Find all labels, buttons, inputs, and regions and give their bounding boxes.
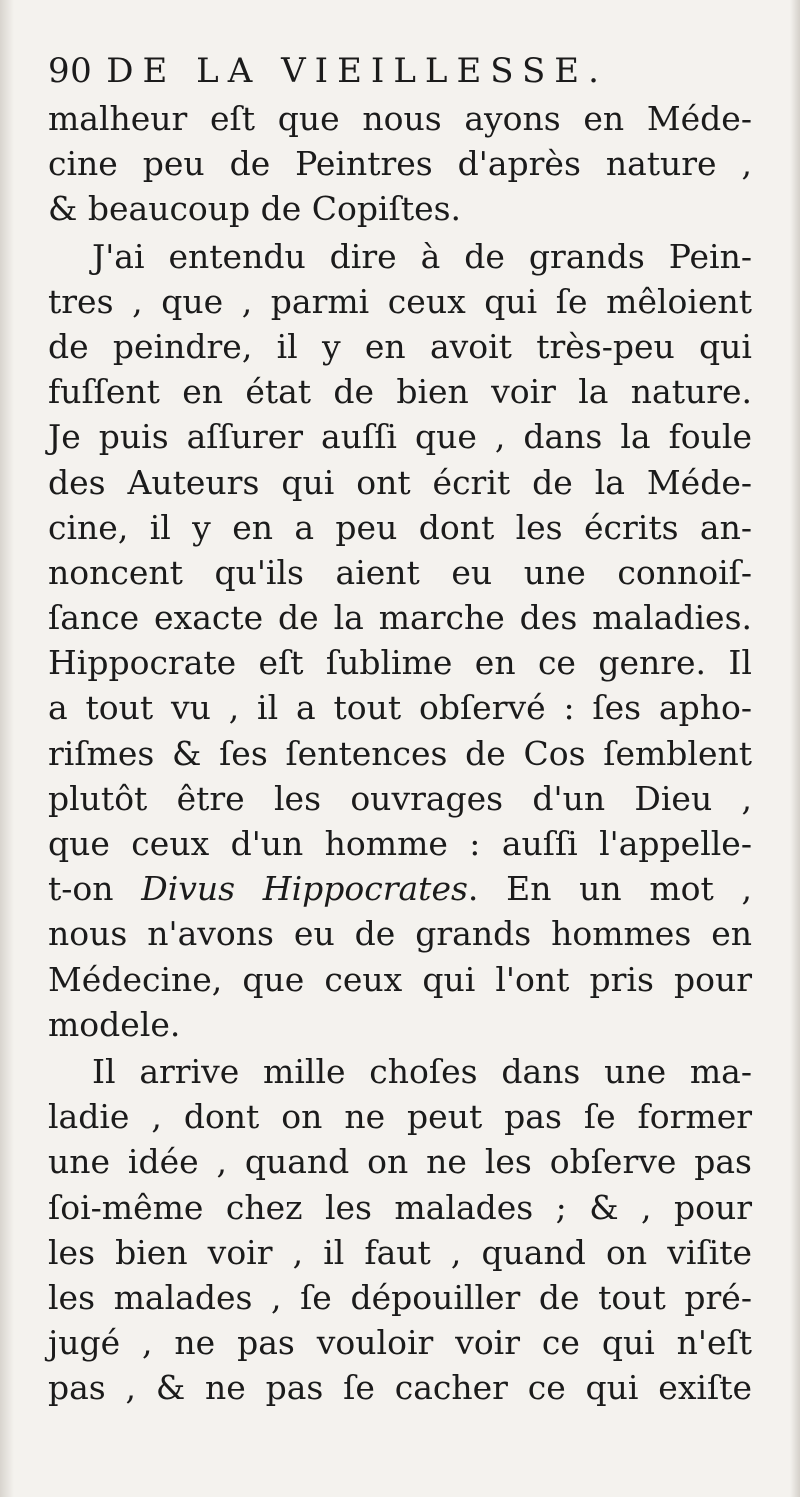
paragraph-first-line: J'ai entendu dire à de grands Pein-: [92, 236, 752, 276]
text-line: de peindre, il y en avoit très-peu qui: [48, 326, 752, 366]
text-line: Je puis aſſurer auſſi que , dans la foule: [48, 417, 752, 457]
text-line: cine peu de Peintres d'après nature ,: [48, 144, 752, 184]
page-number: 90: [48, 51, 93, 91]
text-line: noncent qu'ils aient eu une connoiſ-: [48, 552, 752, 592]
text-line: & beaucoup de Copiſtes.: [48, 189, 462, 229]
text-line: a tout vu , il a tout obſervé : ſes apho-: [48, 688, 752, 728]
text-line-with-italic: [48, 866, 752, 911]
text-line: une idée , quand on ne les obſerve pas: [48, 1142, 752, 1182]
text-block: [48, 46, 752, 1410]
text-line: ſance exacte de la marche des maladies.: [48, 598, 752, 638]
text-segment: t-on: [48, 869, 142, 909]
running-title: DE LA VIEILLESSE.: [106, 51, 608, 91]
page-edge-shadow-right: [790, 0, 800, 1497]
italic-phrase: Divus Hippocrates: [141, 869, 468, 909]
running-head: [48, 46, 752, 96]
text-line: que ceux d'un homme : auſſi l'appelle-: [48, 824, 752, 863]
paragraph-first-line: Il arrive mille choſes dans une ma-: [92, 1051, 752, 1091]
text-segment: . En un mot ,: [467, 869, 752, 909]
text-line: plutôt être les ouvrages d'un Dieu ,: [48, 778, 752, 818]
text-line: les malades , ſe dépouiller de tout pré-: [48, 1277, 752, 1317]
text-line: ſoi-même chez les malades ; & , pour: [48, 1187, 752, 1227]
text-line: les bien voir , il faut , quand on viſite: [48, 1232, 752, 1272]
text-line: ladie , dont on ne peut pas ſe former: [48, 1097, 752, 1137]
text-line: jugé , ne pas vouloir voir ce qui n'eſt: [48, 1323, 752, 1363]
page-edge-shadow-left: [0, 0, 14, 1497]
text-line: nous n'avons eu de grands hommes en: [48, 914, 752, 954]
text-line: tres , que , parmi ceux qui ſe mêloient: [48, 281, 752, 321]
text-line: des Auteurs qui ont écrit de la Méde-: [48, 462, 752, 502]
text-line: pas , & ne pas ſe cacher ce qui exiſte: [48, 1368, 752, 1408]
text-line: Hippocrate eſt ſublime en ce genre. Il: [48, 643, 752, 683]
text-line: modele.: [48, 1004, 181, 1044]
text-line: fuſſent en état de bien voir la nature.: [48, 372, 752, 412]
text-line: cine, il y en a peu dont les écrits an-: [48, 507, 752, 547]
text-line: riſmes & ſes ſentences de Cos ſemblent: [48, 733, 752, 773]
text-line: Médecine, que ceux qui l'ont pris pour: [48, 959, 752, 999]
text-line: malheur eſt que nous ayons en Méde-: [48, 99, 752, 138]
